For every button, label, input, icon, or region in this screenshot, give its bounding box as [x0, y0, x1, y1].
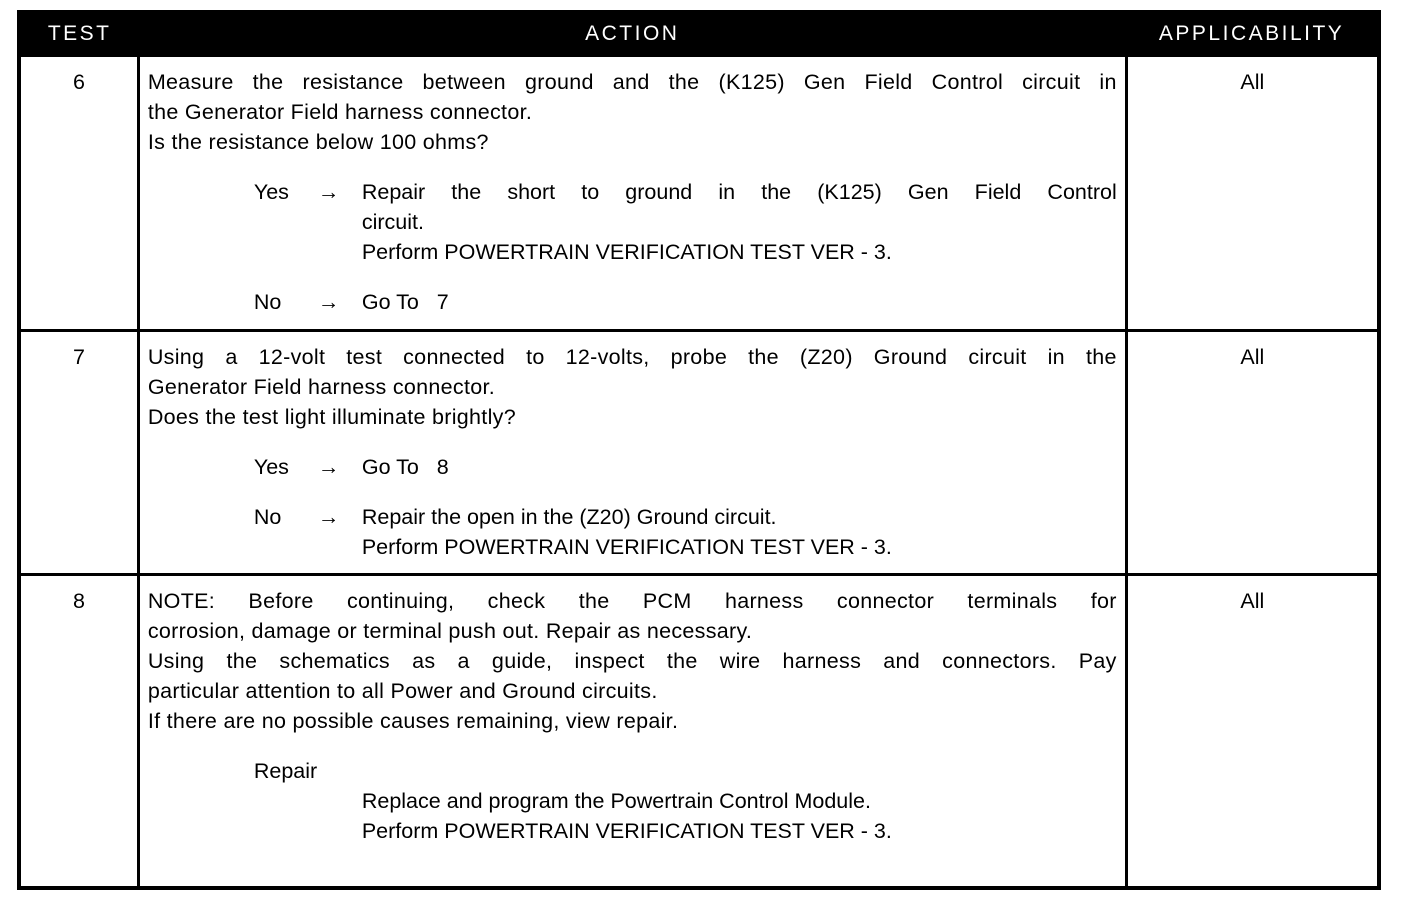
table-row: [19, 575, 1379, 889]
arrow-icon: →: [317, 180, 340, 204]
yes-label: Yes: [253, 455, 289, 479]
arrow-icon: →: [317, 505, 340, 529]
test-question: [148, 342, 1117, 432]
test-number: 7: [19, 331, 138, 575]
test-question: [148, 586, 1117, 736]
result-line: circuit.: [361, 210, 424, 234]
question-line: Using the schematics as a guide, inspect the wire harness and connectors. Pay: [147, 649, 1117, 673]
no-result: [362, 287, 1117, 317]
yes-result: [362, 452, 1117, 482]
repair-line: Replace and program the Powertrain Control Module.: [361, 789, 871, 813]
header-action: ACTION: [138, 12, 1126, 56]
repair-line: Perform POWERTRAIN VERIFICATION TEST VER - 3.: [361, 819, 892, 843]
no-option: [148, 287, 1117, 317]
question-line: If there are no possible causes remaining, view repair.: [147, 709, 679, 733]
question-line: particular attention to all Power and Ground circuits.: [147, 679, 658, 703]
question-line: Does the test light illuminate brightly?: [147, 405, 516, 429]
result-line: Perform POWERTRAIN VERIFICATION TEST VER - 3.: [361, 240, 892, 264]
question-line: corrosion, damage or terminal push out. Repair as necessary.: [147, 619, 753, 643]
result-line: Repair the open in the (Z20) Ground circuit.: [361, 505, 777, 529]
table-row: [19, 56, 1379, 331]
repair-text: [254, 786, 1117, 846]
arrow-icon: →: [317, 290, 340, 314]
question-line: NOTE: Before continuing, check the PCM harness connector terminals for: [147, 589, 1117, 613]
result-line: Perform POWERTRAIN VERIFICATION TEST VER - 3.: [361, 535, 892, 559]
yes-option: [148, 177, 1117, 267]
result-line: Repair the short to ground in the (K125) Gen Field Control: [361, 180, 1117, 204]
result-line: Go To 8: [361, 455, 449, 479]
question-line: Using a 12-volt test connected to 12-volts, probe the (Z20) Ground circuit in the: [147, 345, 1117, 369]
test-question: [148, 67, 1117, 157]
action-cell: [138, 56, 1126, 331]
no-label: No: [253, 290, 282, 314]
no-label: No: [253, 505, 282, 529]
arrow-icon: →: [317, 455, 340, 479]
question-line: Measure the resistance between ground and the (K125) Gen Field Control circuit in: [147, 70, 1117, 94]
applicability-value: All: [1126, 575, 1379, 889]
test-number: 8: [19, 575, 138, 889]
action-cell: [138, 575, 1126, 889]
header-applicability: APPLICABILITY: [1126, 12, 1379, 56]
question-line: Generator Field harness connector.: [147, 375, 496, 399]
action-cell: [138, 331, 1126, 575]
yes-result: [362, 177, 1117, 267]
applicability-value: All: [1126, 56, 1379, 331]
header-row: [19, 12, 1379, 56]
table-row: [19, 331, 1379, 575]
question-line: Is the resistance below 100 ohms?: [147, 130, 489, 154]
yes-label: Yes: [253, 180, 289, 204]
result-line: Go To 7: [361, 290, 449, 314]
applicability-value: All: [1126, 331, 1379, 575]
diagnostic-table: [17, 10, 1381, 890]
repair-option: [148, 756, 1117, 846]
header-test: TEST: [19, 12, 138, 56]
test-number: 6: [19, 56, 138, 331]
no-option: [148, 502, 1117, 562]
yes-option: [148, 452, 1117, 482]
repair-label: Repair: [253, 759, 318, 783]
no-result: [362, 502, 1117, 562]
question-line: the Generator Field harness connector.: [147, 100, 533, 124]
